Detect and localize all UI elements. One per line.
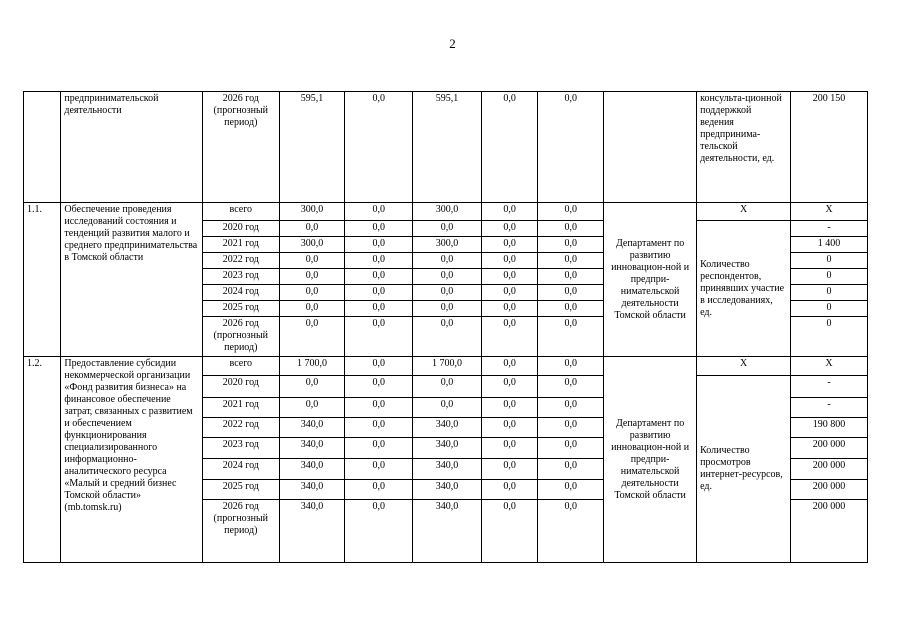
- value-cell: 0,0: [481, 237, 538, 253]
- value-cell: 0,0: [538, 459, 604, 480]
- target-cell: 200 000: [791, 438, 868, 459]
- page-number: 2: [449, 36, 456, 51]
- indicator-cell: X: [697, 357, 791, 376]
- indicator-cell: Количество просмотров интернет-ресурсов, ед.: [697, 376, 791, 563]
- value-cell: 0,0: [413, 376, 482, 398]
- value-cell: 0,0: [345, 253, 413, 269]
- value-cell: 0,0: [538, 221, 604, 237]
- executor-cell: [604, 92, 697, 203]
- value-cell: 0,0: [413, 317, 482, 357]
- value-cell: 0,0: [538, 253, 604, 269]
- value-cell: 0,0: [538, 376, 604, 398]
- value-cell: 0,0: [538, 203, 604, 221]
- row-number-cell: 1.1.: [24, 203, 61, 357]
- value-cell: 0,0: [279, 317, 345, 357]
- value-cell: 0,0: [538, 418, 604, 438]
- target-cell: 0: [791, 253, 868, 269]
- year-cell: 2026 год (прогнозный период): [202, 500, 279, 563]
- target-cell: 200 150: [791, 92, 868, 203]
- value-cell: 340,0: [279, 459, 345, 480]
- value-cell: 0,0: [481, 357, 538, 376]
- value-cell: 1 700,0: [279, 357, 345, 376]
- year-cell: 2025 год: [202, 480, 279, 500]
- year-cell: 2020 год: [202, 376, 279, 398]
- value-cell: 0,0: [345, 398, 413, 418]
- value-cell: 0,0: [538, 398, 604, 418]
- value-cell: 0,0: [345, 237, 413, 253]
- value-cell: 0,0: [279, 253, 345, 269]
- value-cell: 0,0: [538, 438, 604, 459]
- year-cell: 2024 год: [202, 459, 279, 480]
- value-cell: 0,0: [538, 92, 604, 203]
- value-cell: 0,0: [345, 269, 413, 285]
- value-cell: 300,0: [413, 203, 482, 221]
- year-cell: всего: [202, 357, 279, 376]
- value-cell: 1 700,0: [413, 357, 482, 376]
- row-number-cell: [24, 92, 61, 203]
- value-cell: 0,0: [345, 480, 413, 500]
- value-cell: 0,0: [481, 480, 538, 500]
- value-cell: 0,0: [481, 317, 538, 357]
- target-cell: 1 400: [791, 237, 868, 253]
- value-cell: 0,0: [345, 285, 413, 301]
- value-cell: 0,0: [279, 376, 345, 398]
- value-cell: 0,0: [481, 269, 538, 285]
- target-cell: 0: [791, 317, 868, 357]
- year-cell: 2021 год: [202, 237, 279, 253]
- year-cell: 2026 год (прогнозный период): [202, 317, 279, 357]
- value-cell: 0,0: [345, 221, 413, 237]
- table-row: [24, 92, 868, 203]
- value-cell: 0,0: [481, 301, 538, 317]
- value-cell: 0,0: [345, 418, 413, 438]
- value-cell: 0,0: [481, 203, 538, 221]
- value-cell: 0,0: [345, 357, 413, 376]
- value-cell: 0,0: [413, 301, 482, 317]
- value-cell: 0,0: [345, 500, 413, 563]
- value-cell: 0,0: [345, 376, 413, 398]
- value-cell: 0,0: [481, 500, 538, 563]
- target-cell: 200 000: [791, 500, 868, 563]
- target-cell: X: [791, 357, 868, 376]
- value-cell: 340,0: [413, 459, 482, 480]
- value-cell: 340,0: [413, 418, 482, 438]
- period-cell: 2026 год (прогнозный период): [202, 92, 279, 203]
- value-cell: 0,0: [279, 285, 345, 301]
- value-cell: 0,0: [481, 285, 538, 301]
- executor-cell: Департамент по развитию инновацион-ной и предпри-нимательской деятельности Томской области: [604, 203, 697, 357]
- activity-name-cell: предпринимательской деятельности: [61, 92, 203, 203]
- target-cell: -: [791, 376, 868, 398]
- value-cell: 0,0: [413, 221, 482, 237]
- value-cell: 0,0: [481, 459, 538, 480]
- activity-name-cell: Предоставление субсидии некоммерческой организации «Фонд развития бизнеса» на финансовое обеспечение затрат, связанных с развитием и обеспечением функционирования специализированного информационно-аналитического ресурса «Малый и средний бизнес Томской области» (mb.tomsk.ru): [61, 357, 203, 563]
- value-cell: 0,0: [481, 221, 538, 237]
- table-row: [24, 203, 868, 221]
- indicator-cell: Количество респондентов, принявших участие в исследованиях, ед.: [697, 221, 791, 357]
- value-cell: 0,0: [345, 301, 413, 317]
- executor-cell: Департамент по развитию инновацион-ной и предпри-нимательской деятельности Томской области: [604, 357, 697, 563]
- indicator-cell: X: [697, 203, 791, 221]
- value-cell: 0,0: [279, 301, 345, 317]
- value-cell: 0,0: [345, 438, 413, 459]
- value-cell: 595,1: [279, 92, 345, 203]
- value-cell: 0,0: [279, 398, 345, 418]
- value-cell: 0,0: [538, 500, 604, 563]
- value-cell: 0,0: [538, 301, 604, 317]
- value-cell: 0,0: [538, 480, 604, 500]
- value-cell: 340,0: [413, 500, 482, 563]
- target-cell: X: [791, 203, 868, 221]
- value-cell: 0,0: [345, 459, 413, 480]
- value-cell: 0,0: [345, 92, 413, 203]
- target-cell: 0: [791, 301, 868, 317]
- value-cell: 0,0: [538, 285, 604, 301]
- target-cell: 200 000: [791, 459, 868, 480]
- value-cell: 0,0: [538, 269, 604, 285]
- activity-name-cell: Обеспечение проведения исследований состояния и тенденций развития малого и среднего предпринимательства в Томской области: [61, 203, 203, 357]
- value-cell: 0,0: [413, 285, 482, 301]
- year-cell: 2023 год: [202, 269, 279, 285]
- value-cell: 340,0: [279, 418, 345, 438]
- target-cell: -: [791, 398, 868, 418]
- target-cell: 0: [791, 285, 868, 301]
- value-cell: 0,0: [481, 438, 538, 459]
- value-cell: 0,0: [481, 253, 538, 269]
- value-cell: 340,0: [413, 438, 482, 459]
- value-cell: 340,0: [279, 480, 345, 500]
- value-cell: 0,0: [481, 398, 538, 418]
- value-cell: 0,0: [481, 376, 538, 398]
- target-cell: 0: [791, 269, 868, 285]
- year-cell: 2020 год: [202, 221, 279, 237]
- year-cell: 2022 год: [202, 253, 279, 269]
- value-cell: 0,0: [279, 221, 345, 237]
- value-cell: 0,0: [481, 418, 538, 438]
- value-cell: 0,0: [413, 398, 482, 418]
- value-cell: 0,0: [413, 253, 482, 269]
- row-number-cell: 1.2.: [24, 357, 61, 563]
- value-cell: 0,0: [481, 92, 538, 203]
- value-cell: 595,1: [413, 92, 482, 203]
- value-cell: 0,0: [413, 269, 482, 285]
- target-cell: 190 800: [791, 418, 868, 438]
- value-cell: 0,0: [279, 269, 345, 285]
- value-cell: 0,0: [538, 317, 604, 357]
- indicator-cell: консульта-ционной поддержкой ведения предпринима-тельской деятельности, ед.: [697, 92, 791, 203]
- value-cell: 0,0: [538, 357, 604, 376]
- year-cell: 2021 год: [202, 398, 279, 418]
- target-cell: -: [791, 221, 868, 237]
- value-cell: 300,0: [413, 237, 482, 253]
- program-table: [23, 91, 868, 563]
- value-cell: 340,0: [279, 438, 345, 459]
- year-cell: 2025 год: [202, 301, 279, 317]
- target-cell: 200 000: [791, 480, 868, 500]
- year-cell: 2024 год: [202, 285, 279, 301]
- value-cell: 0,0: [538, 237, 604, 253]
- value-cell: 340,0: [279, 500, 345, 563]
- value-cell: 300,0: [279, 237, 345, 253]
- year-cell: 2023 год: [202, 438, 279, 459]
- year-cell: всего: [202, 203, 279, 221]
- value-cell: 300,0: [279, 203, 345, 221]
- value-cell: 0,0: [345, 317, 413, 357]
- value-cell: 0,0: [345, 203, 413, 221]
- value-cell: 340,0: [413, 480, 482, 500]
- year-cell: 2022 год: [202, 418, 279, 438]
- table-row: [24, 357, 868, 376]
